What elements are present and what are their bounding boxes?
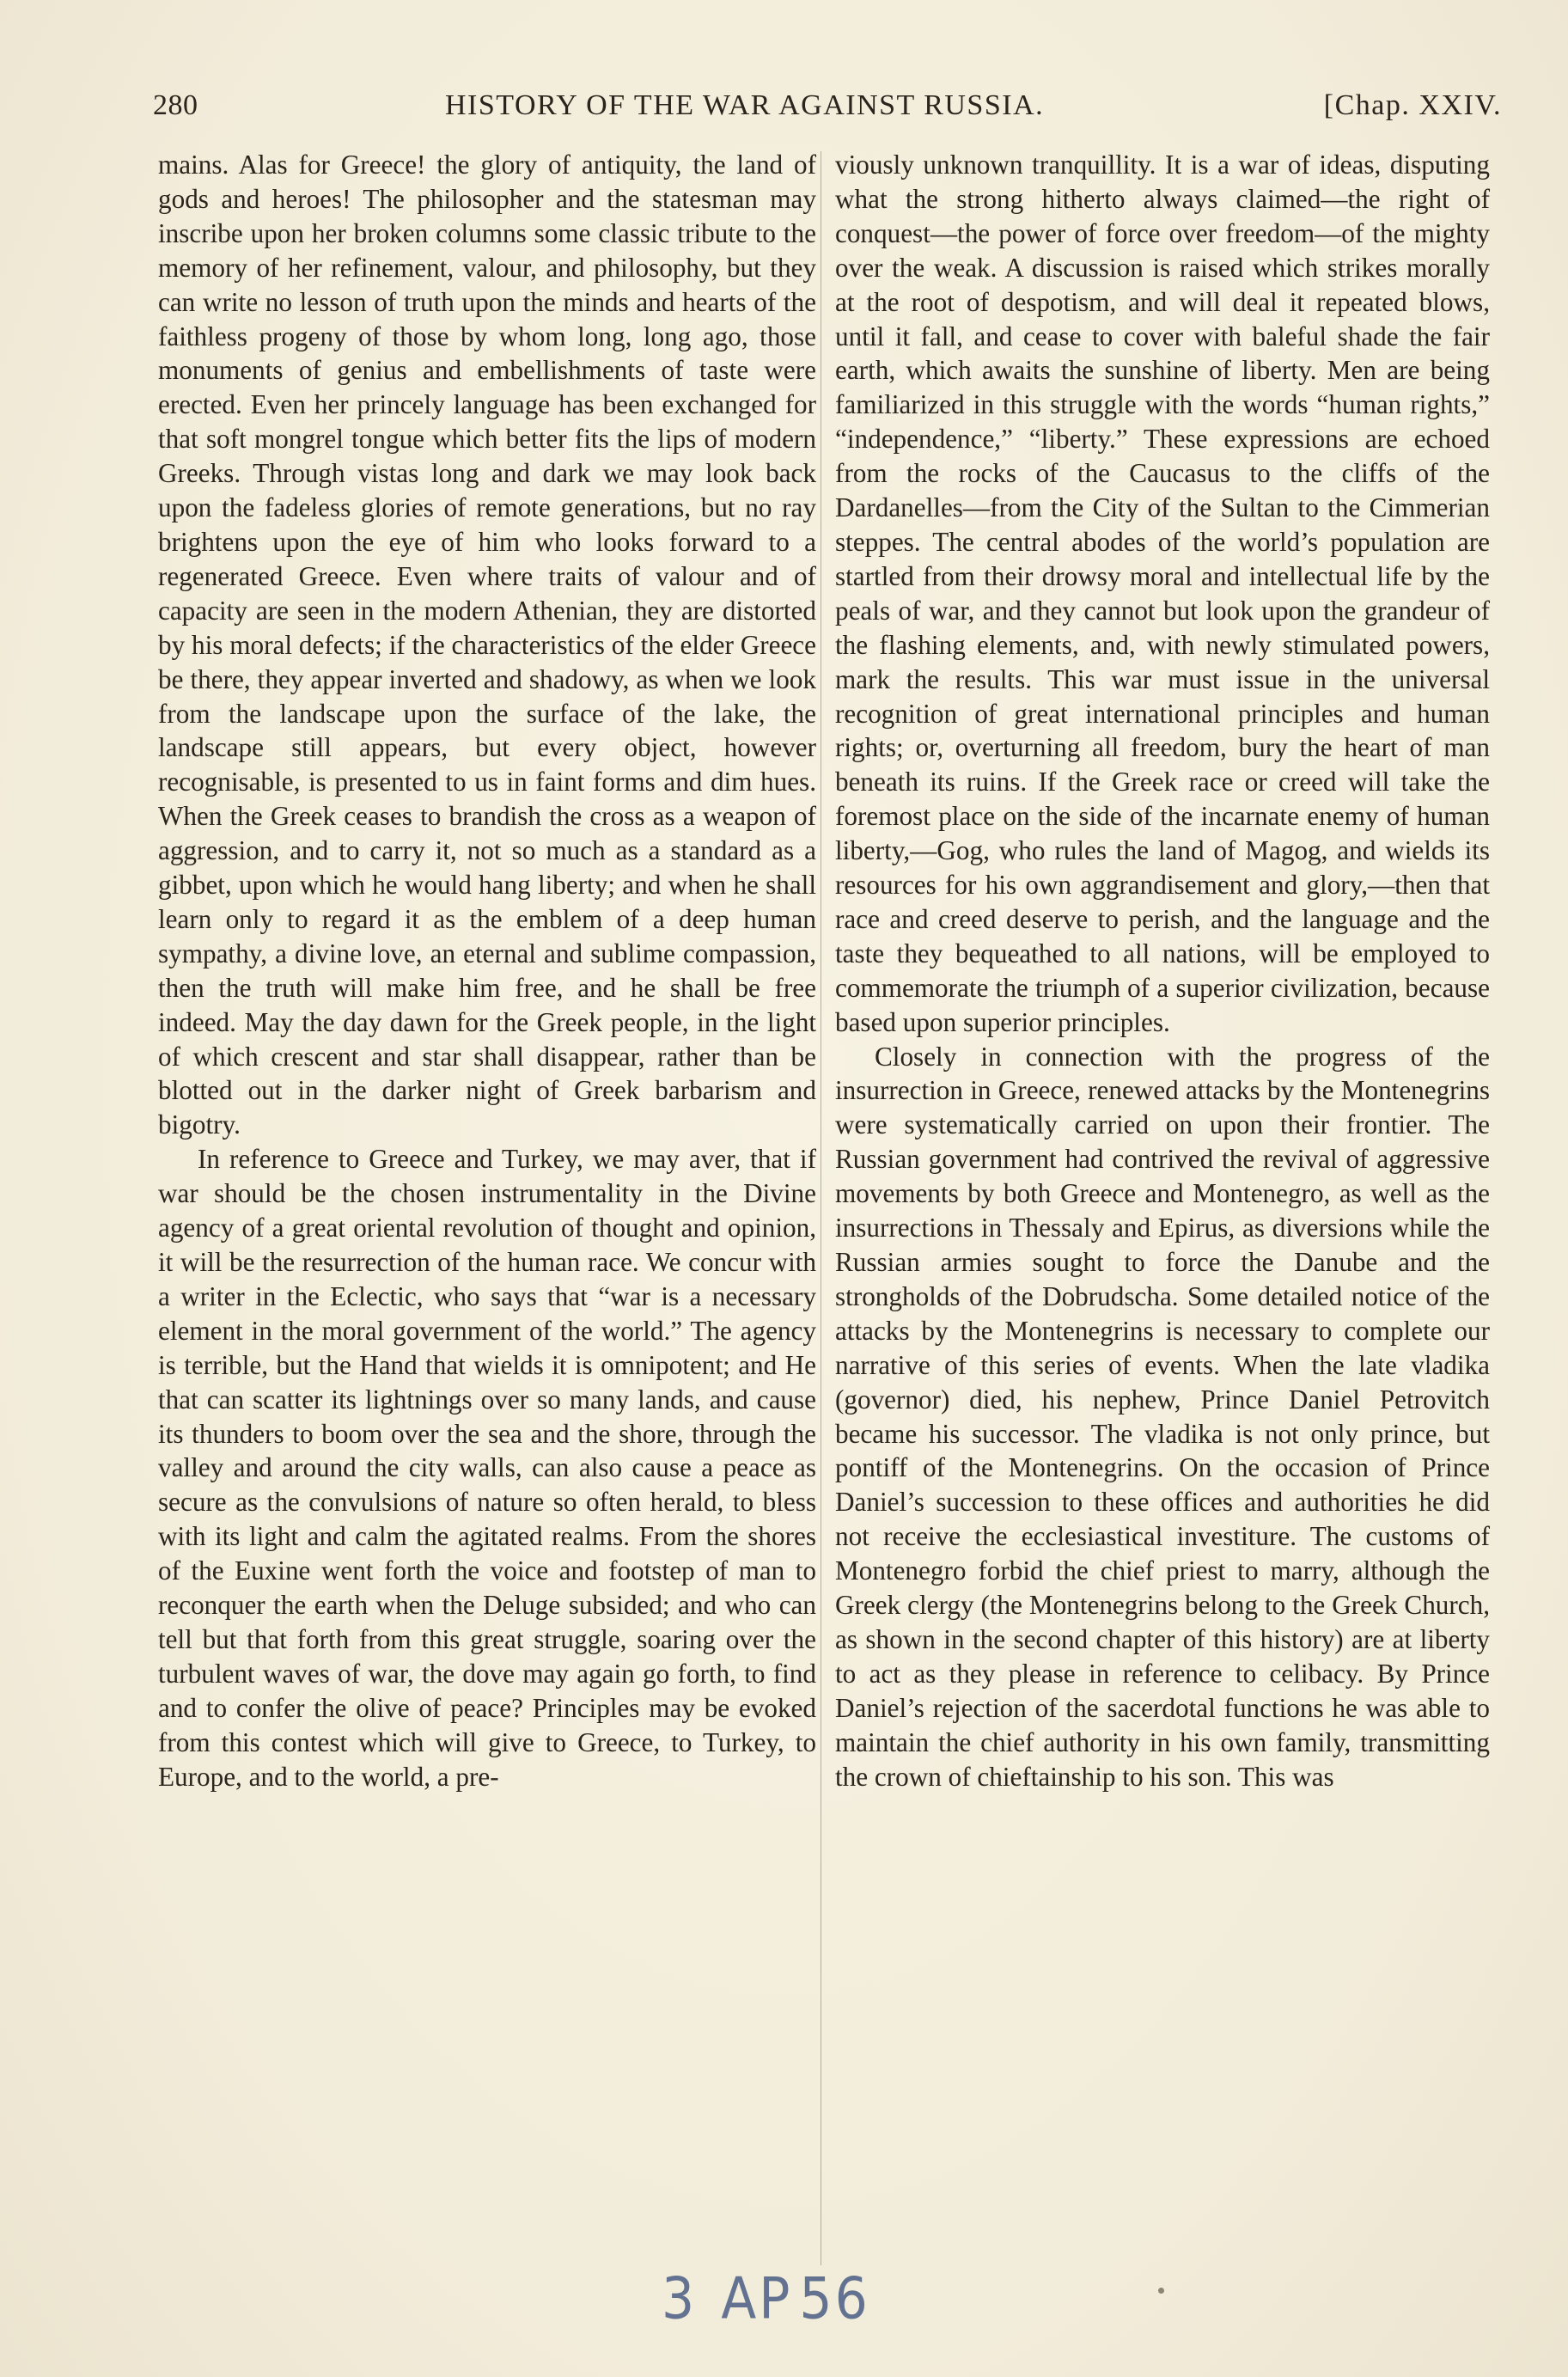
page-number: 280 <box>153 89 198 121</box>
date-stamp <box>662 2264 870 2333</box>
ink-speck <box>1158 2288 1164 2294</box>
date-stamp-month: AP <box>721 2264 793 2333</box>
left-column <box>158 148 816 1794</box>
chapter-reference: [Chap. XXIV. <box>1323 89 1502 121</box>
paragraph-greece-turkey: In reference to Greece and Turkey, we may aver, that if war should be the chosen instrumentality in the Divine agency of a great oriental revolution of thought and opinion, it will be the resurrection of the human race. We concur with a writer in the Eclectic, who says that “war is a necessary element in the moral government of the world.” The agency is terrible, but the Hand that wields it is omnipotent; and He that can scatter its lightnings over so many lands, and cause its thunders to boom over the sea and the shore, through the valley and around the city walls, can also cause a peace as secure as the convulsions of nature so often herald, to bless with its light and calm the agitated realms. From the shores of the Euxine went forth the voice and footstep of man to reconquer the earth when the Deluge subsided; and who can tell but that forth from this great struggle, soaring over the turbulent waves of war, the dove may again go forth, to find and to confer the olive of peace? Principles may be evoked from this contest which will give to Greece, to Turkey, to Europe, and to the world, a pre- <box>158 1144 816 1792</box>
paragraph-war-of-ideas: viously unknown tranquillity. It is a war of ideas, disputing what the strong hitherto always claimed—the right of conquest—the power of force over freedom—of the mighty over the weak. A discussion is raised which strikes morally at the root of despotism, and will deal it repeated blows, until it fall, and cease to cover with baleful shade the fair earth, which awaits the sunshine of liberty. Men are being familiarized in this struggle with the words “human rights,” “independence,” “liberty.” These expressions are echoed from the rocks of the Caucasus to the cliffs of the Dardanelles—from the City of the Sultan to the Cimmerian steppes. The central abodes of the world’s population are startled from their drowsy moral and intellectual life by the peals of war, and they cannot but look upon the grandeur of the flashing elements, and, with newly stimulated powers, mark the results. This war must issue in the universal recognition of great international principles and human rights; or, overturning all freedom, bury the heart of man beneath its ruins. If the Greek race or creed will take the foremost place on the side of the incarnate enemy of human liberty,—Gog, who rules the land of Magog, and wields its resources for his own aggrandisement and glory,—then that race and creed deserve to perish, and the language and the taste they bequeathed to all nations, will be employed to commemorate the triumph of a superior civilization, because based upon superior principles. <box>835 150 1490 1037</box>
date-stamp-day: 3 <box>662 2264 698 2333</box>
running-head <box>153 82 1502 134</box>
paragraph-greece-lament: mains. Alas for Greece! the glory of antiquity, the land of gods and heroes! The philosopher and the statesman may inscribe upon her broken columns some classic tribute to the memory of her refinement, valour, and philosophy, but they can write no lesson of truth upon the minds and hearts of the faithless progeny of those by whom long, long ago, those monuments of genius and embellishments of taste were erected. Even her princely language has been exchanged for that soft mongrel tongue which better fits the lips of modern Greeks. Through vistas long and dark we may look back upon the fadeless glories of remote generations, but no ray brightens upon the eye of him who looks forward to a regenerated Greece. Even where traits of valour and of capacity are seen in the modern Athenian, they are distorted by his moral defects; if the characteristics of the elder Greece be there, they appear inverted and shadowy, as when we look from the landscape upon the surface of the lake, the landscape still appears, but every object, however recognisable, is presented to us in faint forms and dim hues. When the Greek ceases to brandish the cross as a weapon of aggression, and to carry it, not so much as a standard as a gibbet, upon which he would hang liberty; and when he shall learn only to regard it as the emblem of a deep human sympathy, a divine love, an eternal and sublime compassion, then the truth will make him free, and he shall be free indeed. May the day dawn for the Greek people, in the light of which crescent and star shall disappear, rather than be blotted out in the darker night of Greek barbarism and bigotry. <box>158 150 816 1140</box>
paragraph-montenegro: Closely in connection with the progress of the insurrection in Greece, renewed attacks by the Montenegrins were systematically carried on upon their frontier. The Russian government had contrived the revival of aggressive movements by both Greece and Montenegro, as well as the insurrections in Thessaly and Epirus, as diversions while the Russian armies sought to force the Danube and the strongholds of the Dobrudscha. Some detailed notice of the attacks by the Montenegrins is necessary to complete our narrative of this series of events. When the late vladika (governor) died, his nephew, Prince Daniel Petrovitch became his successor. The vladika is not only prince, but pontiff of the Montenegrins. On the occasion of Prince Daniel’s succession to these offices and authorities he did not receive the ecclesiastical investiture. The customs of Montenegro forbid the chief priest to marry, although the Greek clergy (the Montenegrins belong to the Greek Church, as shown in the second chapter of this history) are at liberty to act as they please in reference to celibacy. By Prince Daniel’s rejection of the sacerdotal functions he was able to maintain the chief authority in his own family, transmitting the crown of chieftainship to his son. This was <box>835 1041 1490 1792</box>
running-title: HISTORY OF THE WAR AGAINST RUSSIA. <box>445 89 1045 121</box>
date-stamp-year: 56 <box>799 2264 870 2333</box>
right-column <box>835 148 1490 1794</box>
